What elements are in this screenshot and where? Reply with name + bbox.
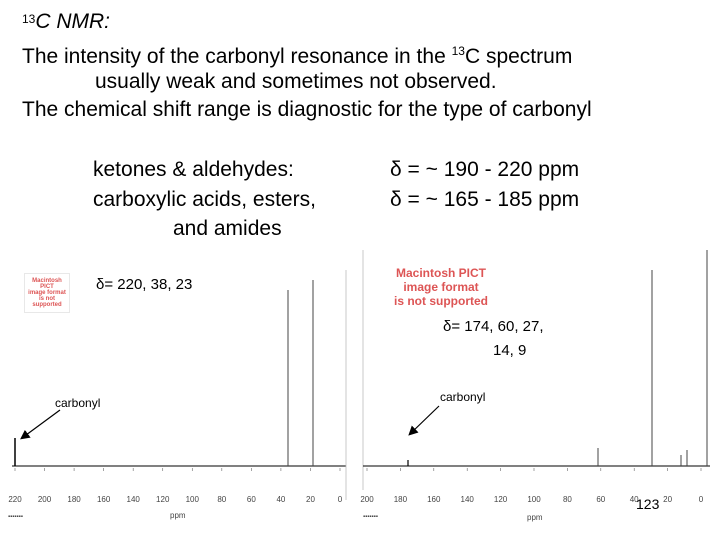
intro-line-1-b: C spectrum	[464, 45, 573, 68]
shift-row1-label: ketones & aldehydes:	[93, 158, 294, 181]
title-superscript: 13	[22, 12, 36, 26]
axis-tick-label: 220	[8, 495, 22, 504]
right-carbonyl-label: carbonyl	[440, 390, 486, 404]
axis-tick-label: 120	[156, 495, 170, 504]
left-pict-line-3: is not supported	[32, 296, 62, 308]
right-shifts-line-1: δ= 174, 60, 27,	[443, 318, 544, 335]
axis-tick-label: 160	[96, 495, 111, 504]
axis-tick-label: 0	[698, 495, 704, 504]
axis-tick-label: 180	[67, 495, 81, 504]
axis-tick-label: 200	[360, 495, 374, 504]
right-spectrum	[355, 250, 717, 530]
left-shifts-label: δ= 220, 38, 23	[96, 276, 193, 293]
left-carbonyl-label: carbonyl	[55, 396, 101, 410]
axis-tick-label: 200	[37, 495, 52, 504]
axis-tick-label: 80	[217, 495, 227, 504]
axis-tick-label: 40	[629, 495, 639, 504]
title-text: C NMR:	[35, 10, 111, 33]
right-pict-line-1: Macintosh PICT	[395, 266, 486, 280]
right-ppm-label: ppm	[527, 513, 543, 522]
intro-line-1-a: The intensity of the carbonyl resonance in the	[22, 45, 452, 68]
right-pict-line-2: image format	[403, 280, 479, 294]
page-number: 123	[636, 496, 660, 512]
axis-tick-label: 60	[596, 495, 606, 504]
intro-line-1-sup: 13	[451, 44, 465, 58]
right-carbonyl-arrow	[410, 406, 439, 434]
axis-tick-label: 180	[393, 495, 408, 504]
axis-tick-label: 140	[126, 495, 140, 504]
axis-tick-label: 80	[562, 495, 572, 504]
axis-tick-label: 100	[527, 495, 541, 504]
axis-tick-label: 140	[460, 495, 474, 504]
axis-tick-label: 120	[493, 495, 508, 504]
axis-tick-label: 160	[427, 495, 441, 504]
shift-row2-value: δ = ~ 165 - 185 ppm	[390, 188, 580, 211]
intro-line-1	[22, 44, 572, 69]
shift-row3-label: and amides	[173, 217, 282, 240]
left-carbonyl-arrow	[22, 410, 60, 438]
intro-line-3: The chemical shift range is diagnostic for the type of carbonyl	[22, 98, 592, 121]
axis-tick-label: 20	[663, 495, 673, 504]
right-footer-tag: ▪▪▪▪▪▪▪	[363, 514, 378, 520]
left-axis-ticks	[8, 468, 342, 504]
axis-tick-label: 40	[276, 495, 286, 504]
left-spectrum	[0, 270, 350, 530]
left-ppm-label: ppm	[170, 511, 186, 520]
left-footer-tag: ▪▪▪▪▪▪▪	[8, 514, 23, 520]
axis-tick-label: 20	[306, 495, 315, 504]
left-pict-line-2: image format	[28, 290, 66, 296]
axis-tick-label: 0	[337, 495, 343, 504]
right-pict-line-3: is not supported	[394, 294, 488, 308]
axis-tick-label: 60	[246, 495, 256, 504]
intro-line-2: usually weak and sometimes not observed.	[95, 70, 497, 93]
axis-tick-label: 100	[185, 495, 199, 504]
shift-row1-value: δ = ~ 190 - 220 ppm	[390, 158, 580, 181]
slide-title	[22, 10, 110, 34]
shift-row2-label: carboxylic acids, esters,	[93, 188, 316, 211]
right-shifts-line-2: 14, 9	[493, 342, 527, 359]
left-pict-line-1: Macintosh PICT	[32, 278, 62, 290]
